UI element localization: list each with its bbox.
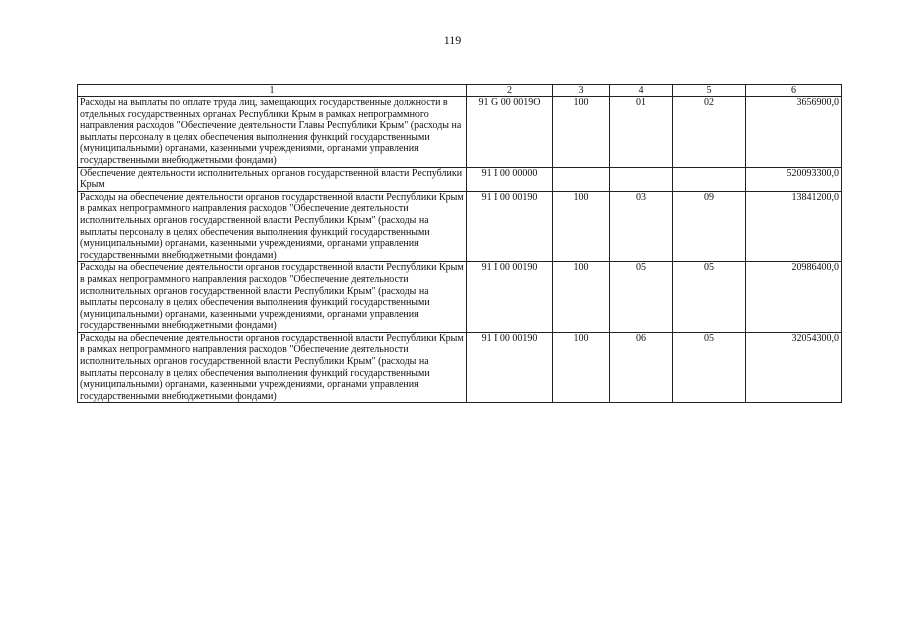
budget-table [77,84,842,403]
row-amount: 520093300,0 [746,167,842,191]
row-target-code: 91 I 00 00190 [467,262,553,333]
table-row [78,262,842,333]
row-expense-type: 100 [553,262,610,333]
table-header-row [78,85,842,97]
row-target-code: 91 I 00 00190 [467,332,553,403]
row-expense-type: 100 [553,97,610,168]
column-header-3: 3 [553,85,610,97]
row-target-code: 91 I 00 00000 [467,167,553,191]
row-section: 01 [610,97,673,168]
row-section [610,167,673,191]
column-header-4: 4 [610,85,673,97]
row-target-code: 91 G 00 0019O [467,97,553,168]
row-subsection [673,167,746,191]
table-row [78,191,842,262]
row-section: 05 [610,262,673,333]
column-header-5: 5 [673,85,746,97]
row-description: Расходы на обеспечение деятельности органов государственной власти Республики Крым в рамках непрограммного направления расходов "Обеспечение деятельности исполнительных органов государственной власти Республики Крым" (расходы на выплаты персоналу в целях обеспечения выполнения функций государственными (муниципальными) органами, казенными учреждениями, органами управления государственными внебюджетными фондами) [78,191,467,262]
row-description: Обеспечение деятельности исполнительных органов государственной власти Республики Крым [78,167,467,191]
row-amount: 32054300,0 [746,332,842,403]
row-subsection: 02 [673,97,746,168]
row-target-code: 91 I 00 00190 [467,191,553,262]
column-header-1: 1 [78,85,467,97]
page-number: 119 [443,33,462,47]
row-amount: 13841200,0 [746,191,842,262]
table-row [78,332,842,403]
column-header-6: 6 [746,85,842,97]
row-expense-type: 100 [553,191,610,262]
row-amount: 3656900,0 [746,97,842,168]
column-header-2: 2 [467,85,553,97]
row-description: Расходы на обеспечение деятельности органов государственной власти Республики Крым в рамках непрограммного направления расходов "Обеспечение деятельности исполнительных органов государственной власти Республики Крым" (расходы на выплаты персоналу в целях обеспечения выполнения функций государственными (муниципальными) органами, казенными учреждениями, органами управления государственными внебюджетными фондами) [78,262,467,333]
row-subsection: 09 [673,191,746,262]
row-subsection: 05 [673,332,746,403]
row-section: 06 [610,332,673,403]
row-expense-type: 100 [553,332,610,403]
row-section: 03 [610,191,673,262]
table-row [78,97,842,168]
table-row [78,167,842,191]
row-amount: 20986400,0 [746,262,842,333]
row-description: Расходы на выплаты по оплате труда лиц, замещающих государственные должности в отдельных государственных органах Республики Крым в рамках непрограммного направления расходов "Обеспечение деятельности Главы Республики Крым" (расходы на выплаты персоналу в целях обеспечения выполнения функций государственными (муниципальными) органами, казенными учреждениями, органами управления государственными внебюджетными фондами) [78,97,467,168]
row-subsection: 05 [673,262,746,333]
row-description: Расходы на обеспечение деятельности органов государственной власти Республики Крым в рамках непрограммного направления расходов "Обеспечение деятельности исполнительных органов государственной власти Республики Крым" (расходы на выплаты персоналу в целях обеспечения выполнения функций государственными (муниципальными) органами, казенными учреждениями, органами управления государственными внебюджетными фондами) [78,332,467,403]
row-expense-type [553,167,610,191]
